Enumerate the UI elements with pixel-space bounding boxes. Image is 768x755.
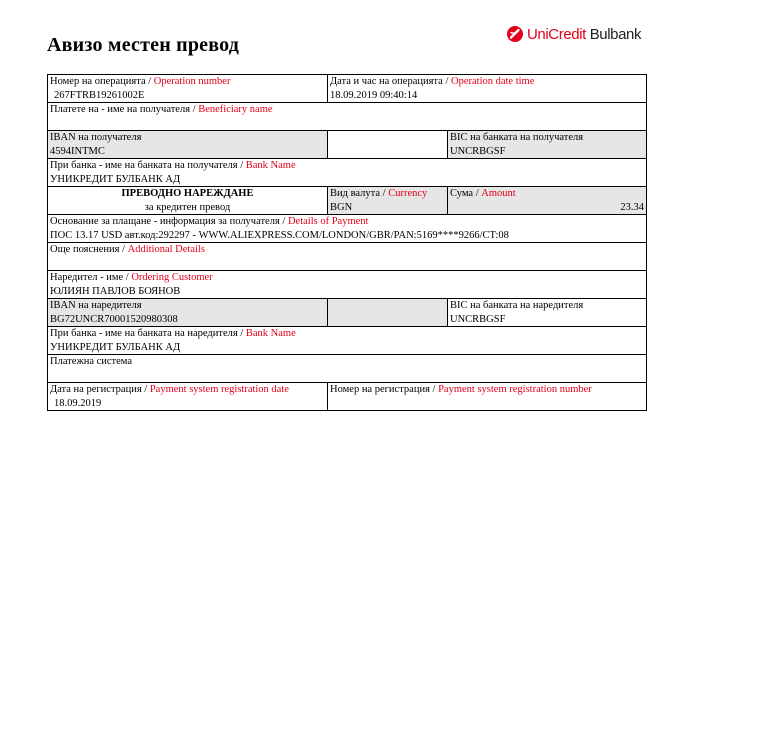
registration-date-cell xyxy=(48,383,328,411)
beneficiary-iban-label: IBAN на получателя xyxy=(50,132,142,143)
beneficiary-iban-value: 4594INTMC xyxy=(50,146,105,157)
ordering-bank-label: При банка - име на банката на наредителя / Bank Name xyxy=(50,328,296,339)
beneficiary-bic-value: UNCRBGSF xyxy=(450,146,506,157)
row-beneficiary-iban xyxy=(48,131,647,159)
ordering-bic-label: BIC на банката на наредителя xyxy=(450,300,584,311)
ordering-iban-label: IBAN на наредителя xyxy=(50,300,142,311)
page-title: Авизо местен превод xyxy=(47,34,240,56)
registration-number-cell xyxy=(328,383,647,411)
transfer-order-title: ПРЕВОДНО НАРЕЖДАНЕ xyxy=(121,188,254,199)
ordering-bank-cell xyxy=(48,327,647,355)
row-ordering-bank xyxy=(48,327,647,355)
additional-details-cell xyxy=(48,243,647,271)
beneficiary-blank-cell xyxy=(328,131,448,159)
currency-value: BGN xyxy=(330,202,353,213)
ordering-customer-label: Наредител - име / Ordering Customer xyxy=(50,272,213,283)
registration-date-value: 18.09.2019 xyxy=(54,398,102,409)
beneficiary-bank-value: УНИКРЕДИТ БУЛБАНК АД xyxy=(50,174,181,185)
beneficiary-name-label: Платете на - име на получателя / Beneficiary name xyxy=(50,104,273,115)
payment-details-cell xyxy=(48,215,647,243)
registration-number-value xyxy=(330,397,644,410)
logo-text-bulbank: Bulbank xyxy=(585,25,642,43)
payment-system-label: Платежна система xyxy=(50,356,133,367)
amount-label: Сума / Amount xyxy=(450,188,516,199)
operation-datetime-cell xyxy=(328,75,647,103)
payment-system-cell xyxy=(48,355,647,383)
additional-details-value xyxy=(50,257,644,270)
unicredit-emblem-icon xyxy=(506,25,524,43)
operation-datetime-value: 18.09.2019 09:40:14 xyxy=(330,90,418,101)
amount-cell xyxy=(448,187,647,215)
payment-system-value xyxy=(50,369,644,382)
currency-label: Вид валута / Currency xyxy=(330,188,428,199)
payment-details-value: ПОС 13.17 USD авт.код:292297 - WWW.ALIEXPRESS.COM/LONDON/GBR/PAN:5169****9266/CT:08 xyxy=(50,230,509,241)
currency-cell xyxy=(328,187,448,215)
registration-number-label: Номер на регистрация / Payment system registration number xyxy=(330,384,592,395)
row-transfer-order xyxy=(48,187,647,215)
row-payment-details xyxy=(48,215,647,243)
beneficiary-name-value xyxy=(50,117,644,130)
operation-number-value: 267FTRB19261002E xyxy=(54,90,145,101)
ordering-bic-value: UNCRBGSF xyxy=(450,314,506,325)
amount-value: 23.34 xyxy=(620,202,645,213)
row-ordering-customer xyxy=(48,271,647,299)
beneficiary-bank-cell xyxy=(48,159,647,187)
row-operation xyxy=(48,75,647,103)
beneficiary-bic-cell xyxy=(448,131,647,159)
transfer-order-subtitle: за кредитен превод xyxy=(144,202,231,213)
beneficiary-name-cell xyxy=(48,103,647,131)
ordering-customer-value: ЮЛИЯН ПАВЛОВ БОЯНОВ xyxy=(50,286,181,297)
transfer-advice-form xyxy=(47,74,647,411)
beneficiary-bank-label: При банка - име на банката на получателя / Bank Name xyxy=(50,160,296,171)
ordering-customer-cell xyxy=(48,271,647,299)
row-ordering-iban xyxy=(48,299,647,327)
row-beneficiary-bank xyxy=(48,159,647,187)
operation-number-label: Номер на операцията / Operation number xyxy=(50,76,231,87)
operation-number-cell xyxy=(48,75,328,103)
transfer-order-cell xyxy=(48,187,328,215)
row-payment-system xyxy=(48,355,647,383)
row-registration xyxy=(48,383,647,411)
logo-text-unicredit: UniCredit xyxy=(527,25,586,43)
unicredit-logo xyxy=(506,24,641,44)
row-beneficiary-name xyxy=(48,103,647,131)
registration-date-label: Дата на регистрация / Payment system registration date xyxy=(50,384,289,395)
ordering-blank-cell xyxy=(328,299,448,327)
beneficiary-iban-cell xyxy=(48,131,328,159)
logo-text xyxy=(527,26,641,43)
ordering-iban-value: BG72UNCR70001520980308 xyxy=(50,314,178,325)
payment-details-label: Основание за плащане - информация за получателя / Details of Payment xyxy=(50,216,369,227)
additional-details-label: Още пояснения / Additional Details xyxy=(50,244,205,255)
row-additional-details xyxy=(48,243,647,271)
ordering-bic-cell xyxy=(448,299,647,327)
ordering-iban-cell xyxy=(48,299,328,327)
beneficiary-bic-label: BIC на банката на получателя xyxy=(450,132,584,143)
operation-datetime-label: Дата и час на операцията / Operation date time xyxy=(330,76,535,87)
ordering-bank-value: УНИКРЕДИТ БУЛБАНК АД xyxy=(50,342,181,353)
